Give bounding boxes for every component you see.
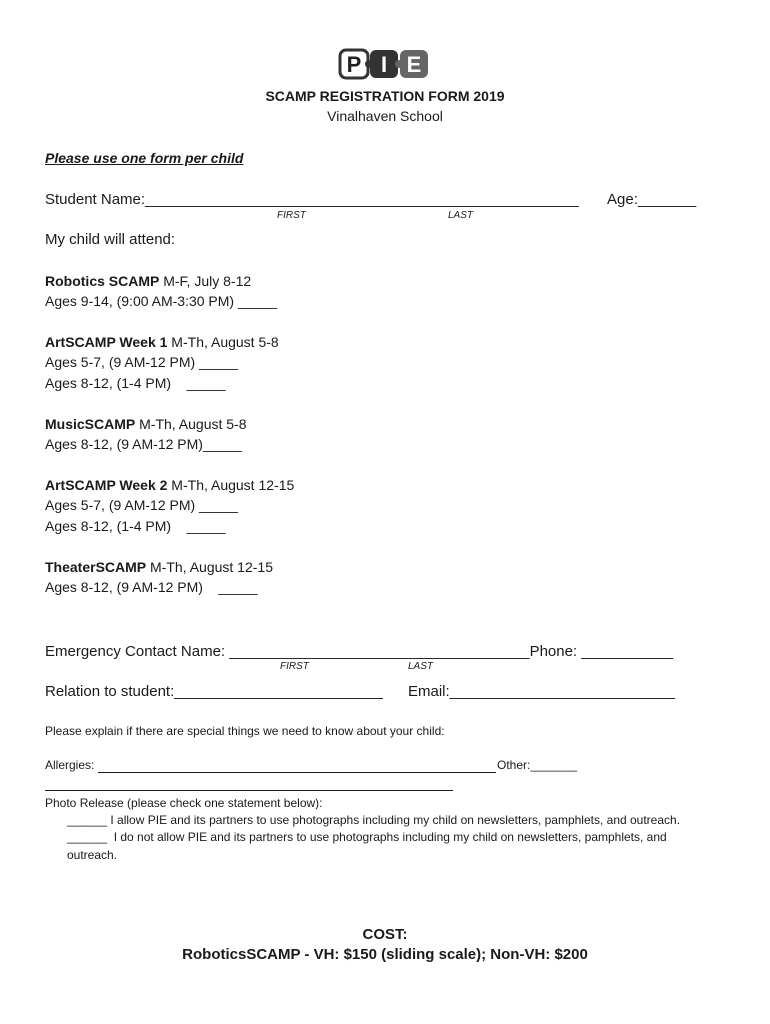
camp-option[interactable]: Ages 5-7, (9 AM-12 PM) _____ — [45, 497, 238, 513]
allergies-input-line[interactable] — [98, 772, 496, 773]
other-field[interactable]: Other:_______ — [497, 758, 578, 772]
svg-text:I: I — [380, 52, 388, 77]
first-label: FIRST — [280, 661, 309, 672]
cost-heading: COST: — [362, 926, 408, 943]
cost-line: RoboticsSCAMP - VH: $150 (sliding scale); Non-VH: $200 — [182, 946, 588, 963]
camp-theater — [45, 559, 273, 575]
student-name-field[interactable]: Student Name:____________________________________________________ — [45, 191, 579, 208]
relation-field[interactable]: Relation to student:_________________________ — [45, 683, 383, 700]
allergies-label: Allergies: — [45, 758, 95, 772]
camp-dates: M-Th, August 12-15 — [167, 477, 295, 493]
last-label: LAST — [448, 210, 474, 221]
email-field[interactable]: Email:___________________________ — [408, 683, 675, 700]
camp-dates: M-Th, August 5-8 — [167, 334, 279, 350]
age-field[interactable]: Age:_______ — [607, 191, 697, 208]
camp-robotics — [45, 273, 251, 289]
camp-name: TheaterSCAMP — [45, 559, 147, 575]
camp-music — [45, 416, 247, 432]
emergency-contact-field[interactable]: Emergency Contact Name: ____________________________________Phone: ___________ — [45, 643, 674, 660]
camp-name: MusicSCAMP — [45, 416, 136, 432]
attend-label: My child will attend: — [45, 231, 176, 248]
extra-input-line[interactable] — [45, 790, 453, 791]
camp-option[interactable]: Ages 9-14, (9:00 AM-3:30 PM) _____ — [45, 293, 277, 309]
camp-art-week2 — [45, 477, 294, 493]
camp-option[interactable]: Ages 8-12, (9 AM-12 PM) _____ — [45, 579, 258, 595]
camp-name: Robotics SCAMP — [45, 273, 160, 289]
photo-deny-continued: outreach. — [67, 848, 118, 862]
camp-name: ArtSCAMP Week 2 — [45, 477, 168, 493]
photo-allow-option[interactable]: ______ I allow PIE and its partners to use photographs including my child on newsletters, pamphlets, and outreach. — [67, 813, 681, 827]
camp-option[interactable]: Ages 5-7, (9 AM-12 PM) _____ — [45, 354, 238, 370]
camp-dates: M-F, July 8-12 — [159, 273, 252, 289]
camp-option[interactable]: Ages 8-12, (1-4 PM) _____ — [45, 375, 226, 391]
pie-logo — [336, 46, 434, 82]
camp-option[interactable]: Ages 8-12, (1-4 PM) _____ — [45, 518, 226, 534]
svg-text:P: P — [346, 52, 362, 77]
photo-deny-option[interactable]: ______ I do not allow PIE and its partners to use photographs including my child on newsletters, pamphlets, and — [67, 830, 667, 844]
instruction-text: Please use one form per child — [45, 150, 244, 166]
svg-text:E: E — [406, 52, 422, 77]
camp-dates: M-Th, August 5-8 — [135, 416, 247, 432]
photo-release-heading: Photo Release (please check one statement below): — [45, 796, 323, 810]
form-title: SCAMP REGISTRATION FORM 2019 — [265, 88, 505, 104]
camp-option[interactable]: Ages 8-12, (9 AM-12 PM)_____ — [45, 436, 242, 452]
school-name: Vinalhaven School — [327, 108, 443, 124]
last-label: LAST — [408, 661, 434, 672]
camp-dates: M-Th, August 12-15 — [146, 559, 273, 575]
first-label: FIRST — [277, 210, 306, 221]
camp-art-week1 — [45, 334, 279, 350]
camp-name: ArtSCAMP Week 1 — [45, 334, 168, 350]
special-needs-prompt: Please explain if there are special things we need to know about your child: — [45, 724, 445, 738]
